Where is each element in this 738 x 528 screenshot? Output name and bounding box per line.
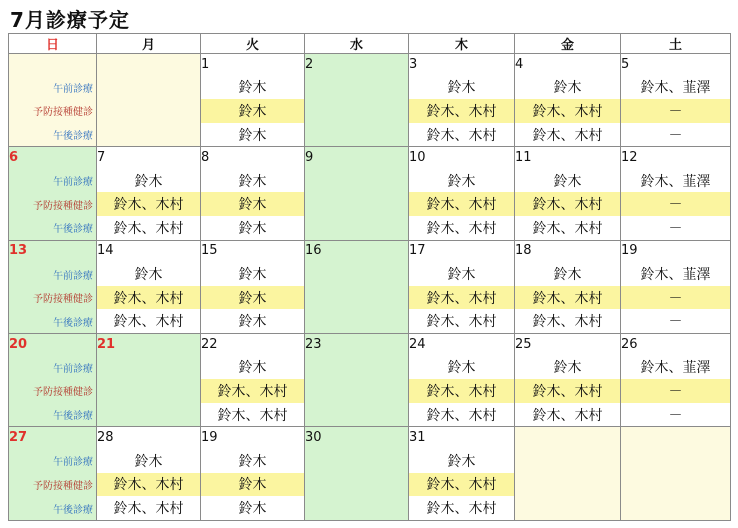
vaccination-checkup-cell bbox=[305, 379, 409, 403]
schedule-calendar bbox=[8, 33, 731, 521]
afternoon-session-cell bbox=[305, 403, 409, 427]
vaccination-checkup-label: 予防接種健診 bbox=[9, 473, 97, 497]
day-number: 7 bbox=[97, 147, 201, 169]
week-row-vaccination-checkup bbox=[9, 99, 731, 123]
week-row-dates bbox=[9, 240, 731, 262]
vaccination-checkup-cell: 鈴木、木村 bbox=[409, 99, 515, 123]
weekday-header bbox=[9, 34, 731, 54]
vaccination-checkup-cell: 鈴木、木村 bbox=[409, 286, 515, 310]
morning-session-cell: 鈴木 bbox=[201, 262, 305, 286]
afternoon-session-label: 午後診療 bbox=[9, 403, 97, 427]
afternoon-session-cell bbox=[97, 403, 201, 427]
afternoon-session-cell: 鈴木、木村 bbox=[409, 496, 515, 520]
week-row-dates bbox=[9, 427, 731, 449]
afternoon-session-cell bbox=[305, 496, 409, 520]
vaccination-checkup-label: 予防接種健診 bbox=[9, 192, 97, 216]
sunday-date: 27 bbox=[9, 427, 97, 449]
vaccination-checkup-cell: 鈴木 bbox=[201, 286, 305, 310]
day-number: 17 bbox=[409, 240, 515, 262]
day-number: 19 bbox=[201, 427, 305, 449]
afternoon-session-cell: 鈴木、木村 bbox=[409, 123, 515, 147]
morning-session-cell: 鈴木 bbox=[201, 356, 305, 380]
weekday-sunday: 日 bbox=[9, 34, 97, 54]
afternoon-session-cell: 鈴木 bbox=[201, 123, 305, 147]
afternoon-session-cell: 鈴木、木村 bbox=[201, 403, 305, 427]
week-row-afternoon-session bbox=[9, 216, 731, 240]
morning-session-label: 午前診療 bbox=[9, 169, 97, 193]
vaccination-checkup-cell: － bbox=[621, 192, 731, 216]
morning-session-cell: 鈴木、韮澤 bbox=[621, 356, 731, 380]
week-row-afternoon-session bbox=[9, 123, 731, 147]
afternoon-session-cell: 鈴木、木村 bbox=[515, 123, 621, 147]
weekday-thursday: 木 bbox=[409, 34, 515, 54]
sunday-date: 6 bbox=[9, 147, 97, 169]
afternoon-session-cell bbox=[515, 496, 621, 520]
afternoon-session-cell: 鈴木、木村 bbox=[515, 309, 621, 333]
day-number: 28 bbox=[97, 427, 201, 449]
morning-session-cell: 鈴木 bbox=[97, 449, 201, 473]
week-row-afternoon-session bbox=[9, 309, 731, 333]
morning-session-cell bbox=[97, 76, 201, 100]
morning-session-cell: 鈴木 bbox=[515, 356, 621, 380]
sunday-date bbox=[9, 54, 97, 76]
vaccination-checkup-label: 予防接種健診 bbox=[9, 379, 97, 403]
morning-session-cell: 鈴木 bbox=[201, 449, 305, 473]
afternoon-session-cell: 鈴木、木村 bbox=[97, 309, 201, 333]
day-number: 4 bbox=[515, 54, 621, 76]
week-row-vaccination-checkup bbox=[9, 192, 731, 216]
morning-session-cell: 鈴木 bbox=[409, 449, 515, 473]
afternoon-session-cell: － bbox=[621, 216, 731, 240]
vaccination-checkup-cell: 鈴木、木村 bbox=[409, 379, 515, 403]
page-title: 7月診療予定 bbox=[10, 8, 130, 32]
morning-session-label: 午前診療 bbox=[9, 449, 97, 473]
vaccination-checkup-cell: 鈴木、木村 bbox=[97, 473, 201, 497]
day-number: 21 bbox=[97, 334, 201, 356]
day-number bbox=[515, 427, 621, 449]
afternoon-session-label: 午後診療 bbox=[9, 123, 97, 147]
vaccination-checkup-cell bbox=[97, 379, 201, 403]
vaccination-checkup-label: 予防接種健診 bbox=[9, 286, 97, 310]
afternoon-session-cell: 鈴木、木村 bbox=[515, 216, 621, 240]
morning-session-label: 午前診療 bbox=[9, 76, 97, 100]
afternoon-session-cell: 鈴木、木村 bbox=[97, 496, 201, 520]
day-number: 14 bbox=[97, 240, 201, 262]
week-row-morning-session bbox=[9, 449, 731, 473]
morning-session-cell: 鈴木 bbox=[409, 169, 515, 193]
day-number: 25 bbox=[515, 334, 621, 356]
week-row-morning-session bbox=[9, 356, 731, 380]
vaccination-checkup-cell: 鈴木、木村 bbox=[201, 379, 305, 403]
weekday-friday: 金 bbox=[515, 34, 621, 54]
morning-session-cell bbox=[305, 356, 409, 380]
week-row-vaccination-checkup bbox=[9, 473, 731, 497]
day-number: 9 bbox=[305, 147, 409, 169]
day-number: 18 bbox=[515, 240, 621, 262]
day-number: 23 bbox=[305, 334, 409, 356]
vaccination-checkup-cell: 鈴木、木村 bbox=[97, 192, 201, 216]
vaccination-checkup-cell: 鈴木、木村 bbox=[515, 286, 621, 310]
afternoon-session-cell: 鈴木、木村 bbox=[409, 309, 515, 333]
morning-session-cell: 鈴木、韮澤 bbox=[621, 262, 731, 286]
day-number: 2 bbox=[305, 54, 409, 76]
day-number: 24 bbox=[409, 334, 515, 356]
morning-session-cell bbox=[97, 356, 201, 380]
day-number: 22 bbox=[201, 334, 305, 356]
week-row-morning-session bbox=[9, 262, 731, 286]
morning-session-cell bbox=[515, 449, 621, 473]
afternoon-session-cell: － bbox=[621, 403, 731, 427]
afternoon-session-label: 午後診療 bbox=[9, 216, 97, 240]
vaccination-checkup-label: 予防接種健診 bbox=[9, 99, 97, 123]
vaccination-checkup-cell: 鈴木、木村 bbox=[515, 192, 621, 216]
vaccination-checkup-cell: － bbox=[621, 286, 731, 310]
morning-session-cell: 鈴木、韮澤 bbox=[621, 76, 731, 100]
morning-session-cell bbox=[621, 449, 731, 473]
week-row-afternoon-session bbox=[9, 496, 731, 520]
day-number bbox=[621, 427, 731, 449]
vaccination-checkup-cell bbox=[621, 473, 731, 497]
day-number: 11 bbox=[515, 147, 621, 169]
day-number: 10 bbox=[409, 147, 515, 169]
day-number bbox=[97, 54, 201, 76]
morning-session-cell bbox=[305, 76, 409, 100]
vaccination-checkup-cell bbox=[305, 473, 409, 497]
afternoon-session-cell: － bbox=[621, 123, 731, 147]
vaccination-checkup-cell: 鈴木、木村 bbox=[97, 286, 201, 310]
week-row-morning-session bbox=[9, 169, 731, 193]
morning-session-cell: 鈴木、韮澤 bbox=[621, 169, 731, 193]
afternoon-session-cell: 鈴木、木村 bbox=[409, 216, 515, 240]
sunday-date: 13 bbox=[9, 240, 97, 262]
afternoon-session-cell bbox=[305, 309, 409, 333]
vaccination-checkup-cell: 鈴木 bbox=[201, 99, 305, 123]
afternoon-session-cell: 鈴木 bbox=[201, 309, 305, 333]
morning-session-cell: 鈴木 bbox=[515, 169, 621, 193]
weekday-monday: 月 bbox=[97, 34, 201, 54]
vaccination-checkup-cell: 鈴木 bbox=[201, 192, 305, 216]
week-row-dates bbox=[9, 54, 731, 76]
day-number: 15 bbox=[201, 240, 305, 262]
vaccination-checkup-cell bbox=[97, 99, 201, 123]
week-row-dates bbox=[9, 147, 731, 169]
morning-session-cell: 鈴木 bbox=[201, 169, 305, 193]
day-number: 16 bbox=[305, 240, 409, 262]
afternoon-session-cell: 鈴木、木村 bbox=[409, 403, 515, 427]
vaccination-checkup-cell bbox=[305, 99, 409, 123]
day-number: 31 bbox=[409, 427, 515, 449]
weekday-tuesday: 火 bbox=[201, 34, 305, 54]
day-number: 19 bbox=[621, 240, 731, 262]
morning-session-cell bbox=[305, 169, 409, 193]
week-row-dates bbox=[9, 334, 731, 356]
morning-session-cell: 鈴木 bbox=[515, 76, 621, 100]
afternoon-session-cell bbox=[97, 123, 201, 147]
vaccination-checkup-cell: 鈴木、木村 bbox=[409, 192, 515, 216]
morning-session-cell: 鈴木 bbox=[515, 262, 621, 286]
vaccination-checkup-cell: 鈴木、木村 bbox=[409, 473, 515, 497]
sunday-date: 20 bbox=[9, 334, 97, 356]
day-number: 3 bbox=[409, 54, 515, 76]
vaccination-checkup-cell: 鈴木、木村 bbox=[515, 99, 621, 123]
weekday-saturday: 土 bbox=[621, 34, 731, 54]
vaccination-checkup-cell: 鈴木、木村 bbox=[515, 379, 621, 403]
vaccination-checkup-cell bbox=[515, 473, 621, 497]
morning-session-cell: 鈴木 bbox=[201, 76, 305, 100]
day-number: 1 bbox=[201, 54, 305, 76]
day-number: 12 bbox=[621, 147, 731, 169]
week-row-morning-session bbox=[9, 76, 731, 100]
morning-session-cell: 鈴木 bbox=[97, 169, 201, 193]
vaccination-checkup-cell: － bbox=[621, 99, 731, 123]
weekday-wednesday: 水 bbox=[305, 34, 409, 54]
vaccination-checkup-cell: － bbox=[621, 379, 731, 403]
afternoon-session-cell: 鈴木 bbox=[201, 216, 305, 240]
afternoon-session-label: 午後診療 bbox=[9, 496, 97, 520]
afternoon-session-cell: 鈴木、木村 bbox=[515, 403, 621, 427]
day-number: 30 bbox=[305, 427, 409, 449]
day-number: 5 bbox=[621, 54, 731, 76]
afternoon-session-cell: 鈴木、木村 bbox=[97, 216, 201, 240]
week-row-vaccination-checkup bbox=[9, 286, 731, 310]
morning-session-cell: 鈴木 bbox=[409, 76, 515, 100]
afternoon-session-label: 午後診療 bbox=[9, 309, 97, 333]
morning-session-label: 午前診療 bbox=[9, 262, 97, 286]
vaccination-checkup-cell bbox=[305, 192, 409, 216]
day-number: 26 bbox=[621, 334, 731, 356]
morning-session-cell: 鈴木 bbox=[409, 262, 515, 286]
afternoon-session-cell bbox=[305, 216, 409, 240]
vaccination-checkup-cell: 鈴木 bbox=[201, 473, 305, 497]
morning-session-cell: 鈴木 bbox=[97, 262, 201, 286]
week-row-vaccination-checkup bbox=[9, 379, 731, 403]
afternoon-session-cell bbox=[305, 123, 409, 147]
morning-session-cell: 鈴木 bbox=[409, 356, 515, 380]
afternoon-session-cell: － bbox=[621, 309, 731, 333]
morning-session-label: 午前診療 bbox=[9, 356, 97, 380]
day-number: 8 bbox=[201, 147, 305, 169]
week-row-afternoon-session bbox=[9, 403, 731, 427]
afternoon-session-cell bbox=[621, 496, 731, 520]
afternoon-session-cell: 鈴木 bbox=[201, 496, 305, 520]
morning-session-cell bbox=[305, 449, 409, 473]
morning-session-cell bbox=[305, 262, 409, 286]
vaccination-checkup-cell bbox=[305, 286, 409, 310]
